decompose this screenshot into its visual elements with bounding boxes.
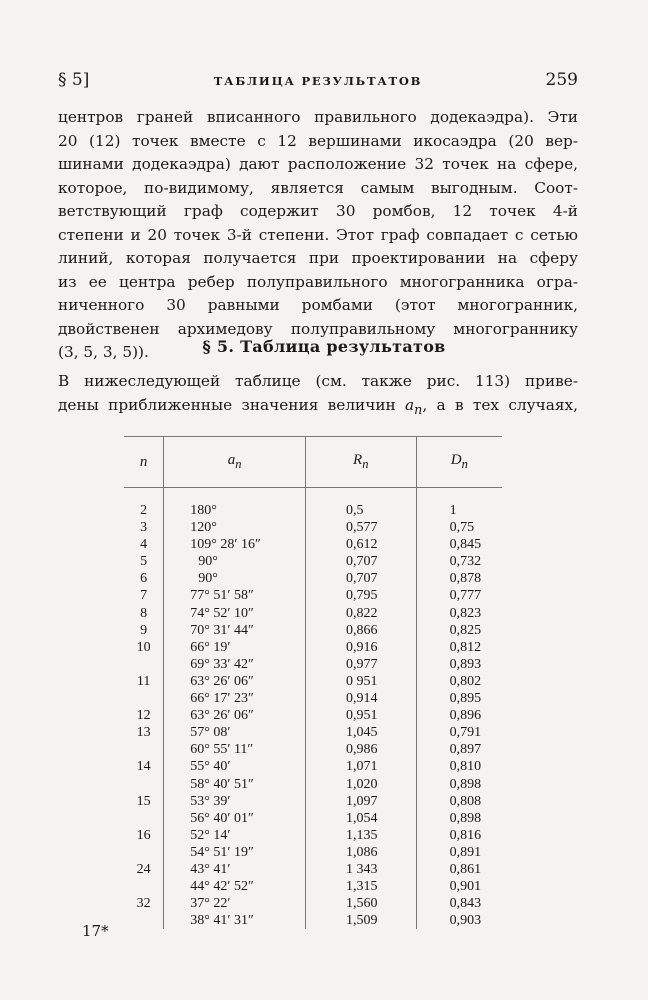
cell-r: 1,509 (305, 912, 416, 929)
cell-n (124, 844, 164, 861)
text-line: (3, 5, 3, 5)). (58, 343, 149, 361)
cell-d: 0,896 (416, 707, 502, 724)
table-row (124, 690, 502, 707)
cell-a: 44° 42′ 52″ (164, 878, 306, 895)
cell-r: 0,951 (305, 707, 416, 724)
table-row (124, 622, 502, 639)
cell-a: 109° 28′ 16″ (164, 536, 306, 553)
cell-r: 1,086 (305, 844, 416, 861)
table-row (124, 536, 502, 553)
results-table-wrapper (124, 436, 502, 929)
cell-n (124, 878, 164, 895)
cell-d: 0,845 (416, 536, 502, 553)
cell-n: 16 (136, 827, 151, 843)
cell-d: 0,878 (416, 570, 502, 587)
table-row (124, 587, 502, 604)
table-row (124, 878, 502, 895)
cell-d: 0,898 (416, 776, 502, 793)
table-row (124, 810, 502, 827)
table-row (124, 793, 502, 810)
header-d: $D_n$ (416, 437, 502, 488)
cell-a: 53° 39′ (164, 793, 306, 810)
cell-n: 6 (140, 571, 148, 587)
table-row (124, 758, 502, 775)
cell-n (124, 776, 164, 793)
cell-a: 180° (164, 488, 306, 520)
cell-a: 54° 51′ 19″ (164, 844, 306, 861)
cell-a: 60° 55′ 11″ (164, 741, 306, 758)
cell-d: 0,732 (416, 553, 502, 570)
cell-n (124, 912, 164, 929)
cell-a: 66° 17′ 23″ (164, 690, 306, 707)
table-row (124, 656, 502, 673)
cell-d: 0,808 (416, 793, 502, 810)
cell-n: 8 (140, 605, 148, 621)
running-title: ТАБЛИЦА РЕЗУЛЬТАТОВ (213, 74, 423, 88)
results-table (124, 436, 502, 929)
cell-n: 10 (136, 639, 151, 655)
cell-n: 9 (140, 622, 148, 638)
cell-a: 43° 41′ (164, 861, 306, 878)
header-n: n (124, 437, 164, 488)
text-line: линий, которая получается при проектировании на сферу (58, 249, 578, 267)
cell-d: 0,825 (416, 622, 502, 639)
text-line: шинами додекаэдра) дают расположение 32 точек на сфере, (58, 155, 578, 173)
cell-n: 11 (136, 673, 151, 689)
cell-d: 0,903 (416, 912, 502, 929)
table-row (124, 895, 502, 912)
signature-mark: 17* (82, 922, 109, 940)
table-row (124, 605, 502, 622)
cell-r: 0,707 (305, 570, 416, 587)
text-line: центров граней вписанного правильного додекаэдра). Эти (58, 108, 578, 126)
cell-n (124, 690, 164, 707)
cell-r: 1,135 (305, 827, 416, 844)
cell-d: 0,891 (416, 844, 502, 861)
paragraph-continued (58, 106, 578, 365)
header-r: $R_n$ (305, 437, 416, 488)
text-fragment: дены приближенные значения величин (58, 395, 396, 414)
cell-d: 0,777 (416, 587, 502, 604)
cell-d: 0,895 (416, 690, 502, 707)
cell-d: 1 (416, 488, 502, 520)
table-row (124, 844, 502, 861)
cell-r: 1,020 (305, 776, 416, 793)
cell-r: 0,707 (305, 553, 416, 570)
cell-r: 0,866 (305, 622, 416, 639)
cell-d: 0,898 (416, 810, 502, 827)
cell-r: 1,560 (305, 895, 416, 912)
text-line: из ее центра ребер полуправильного многогранника огра- (58, 272, 578, 291)
cell-a: 56° 40′ 01″ (164, 810, 306, 827)
cell-n: 12 (136, 708, 151, 724)
cell-n: 24 (136, 861, 151, 877)
text-line: ниченного 30 равными ромбами (этот многогранник, (58, 296, 578, 314)
cell-r: 1,045 (305, 724, 416, 741)
table-row (124, 912, 502, 929)
table-row (124, 488, 502, 520)
cell-d: 0,901 (416, 878, 502, 895)
table-header-row (124, 437, 502, 488)
cell-d: 0,893 (416, 656, 502, 673)
cell-a: 70° 31′ 44″ (164, 622, 306, 639)
table-row (124, 827, 502, 844)
cell-n: 2 (140, 503, 148, 518)
header-a: $a_n$ (164, 437, 306, 488)
table-row (124, 519, 502, 536)
cell-n: 3 (140, 520, 148, 536)
cell-d: 0,897 (416, 741, 502, 758)
cell-r: 0,986 (305, 741, 416, 758)
cell-a: 63° 26′ 06″ (164, 707, 306, 724)
cell-n: 4 (140, 537, 148, 553)
cell-r: 1 343 (305, 861, 416, 878)
table-row (124, 724, 502, 741)
text-line: ветствующий граф содержит 30 ромбов, 12 точек 4-й (58, 202, 578, 220)
table-row (124, 741, 502, 758)
cell-n: 5 (140, 554, 148, 570)
table-row (124, 707, 502, 724)
cell-a: 74° 52′ 10″ (164, 605, 306, 622)
cell-a: 57° 08′ (164, 724, 306, 741)
cell-d: 0,810 (416, 758, 502, 775)
cell-a: 77° 51′ 58″ (164, 587, 306, 604)
text-fragment: , а в тех случаях, (422, 395, 578, 414)
cell-r: 0,822 (305, 605, 416, 622)
cell-r: 1,054 (305, 810, 416, 827)
page-number: 259 (545, 70, 578, 90)
cell-d: 0,75 (416, 519, 502, 536)
section-marker: § 5] (58, 70, 90, 90)
section-heading: § 5. Таблица результатов (202, 337, 446, 356)
cell-a: 58° 40′ 51″ (164, 776, 306, 793)
cell-r: 0,5 (305, 488, 416, 520)
text-line (58, 394, 578, 423)
cell-r: 1,071 (305, 758, 416, 775)
cell-d: 0,816 (416, 827, 502, 844)
cell-r: 1,315 (305, 878, 416, 895)
text-line: степени и 20 точек 3-й степени. Этот граф совпадает с сетью (58, 225, 578, 244)
cell-a: 90° (164, 553, 306, 570)
cell-d: 0,823 (416, 605, 502, 622)
cell-d: 0,861 (416, 861, 502, 878)
cell-a: 69° 33′ 42″ (164, 656, 306, 673)
cell-d: 0,812 (416, 639, 502, 656)
text-line: В нижеследующей таблице (см. также рис. 113) приве- (58, 372, 578, 390)
cell-n (124, 741, 164, 758)
cell-r: 0,914 (305, 690, 416, 707)
cell-r: 0,977 (305, 656, 416, 673)
cell-a: 90° (164, 570, 306, 587)
cell-r: 0 951 (305, 673, 416, 690)
cell-d: 0,791 (416, 724, 502, 741)
cell-a: 37° 22′ (164, 895, 306, 912)
table-row (124, 776, 502, 793)
table-row (124, 639, 502, 656)
cell-d: 0,802 (416, 673, 502, 690)
cell-n: 7 (140, 588, 148, 604)
text-line: которое, по-видимому, является самым выгодным. Соот- (58, 178, 578, 197)
cell-n (124, 810, 164, 827)
table-row (124, 553, 502, 570)
text-line: 20 (12) точек вместе с 12 вершинами икосаэдра (20 вер- (58, 131, 578, 150)
table-row (124, 861, 502, 878)
cell-n: 32 (136, 896, 151, 912)
cell-a: 66° 19′ (164, 639, 306, 656)
cell-a: 120° (164, 519, 306, 536)
table-body (124, 488, 502, 930)
cell-n: 15 (136, 793, 151, 809)
cell-r: 0,795 (305, 587, 416, 604)
cell-r: 0,577 (305, 519, 416, 536)
paragraph-intro (58, 370, 578, 422)
math-variable: $a_n$ (405, 395, 423, 418)
table-row (124, 570, 502, 587)
cell-d: 0,843 (416, 895, 502, 912)
cell-r: 0,612 (305, 536, 416, 553)
cell-a: 63° 26′ 06″ (164, 673, 306, 690)
text-line: двойственен архимедову полуправильному многограннику (58, 319, 578, 338)
cell-a: 55° 40′ (164, 758, 306, 775)
cell-n: 14 (136, 759, 151, 775)
running-head (58, 70, 578, 94)
cell-r: 0,916 (305, 639, 416, 656)
table-row (124, 673, 502, 690)
cell-a: 38° 41′ 31″ (164, 912, 306, 929)
cell-n: 13 (136, 725, 151, 741)
cell-r: 1,097 (305, 793, 416, 810)
cell-n (124, 656, 164, 673)
cell-a: 52° 14′ (164, 827, 306, 844)
